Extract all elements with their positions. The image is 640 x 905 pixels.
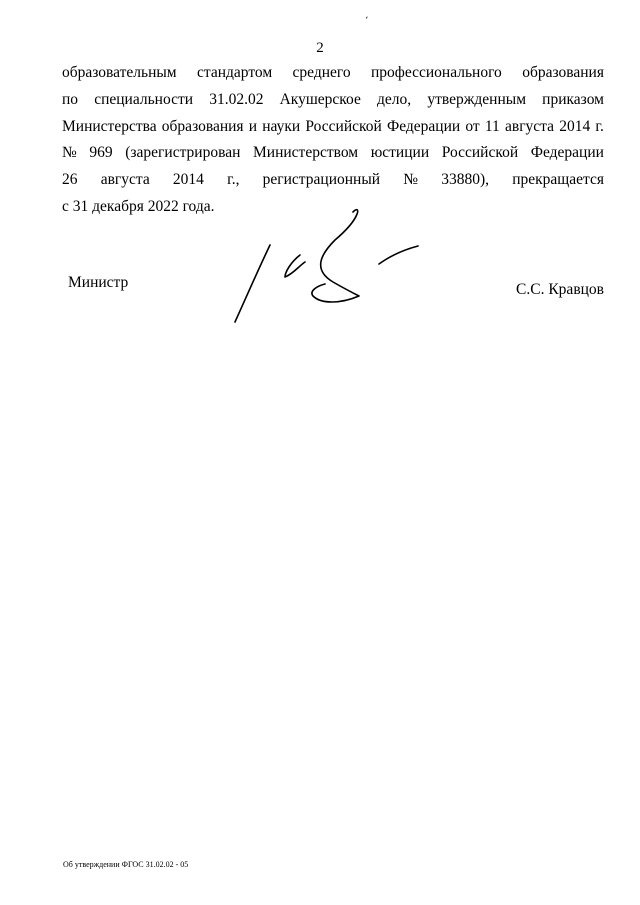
word: 11 [484,117,500,135]
page-number: 2 [316,40,324,56]
word: Акушерское [279,90,361,108]
word: образования [161,117,244,135]
word: августа [100,171,150,189]
signatory-name: С.С. Кравцов [516,281,604,298]
word: стандартом [197,64,273,81]
text-line-5 [62,167,604,194]
word: Российской [305,117,382,135]
word: среднего [292,64,351,81]
text-line-4 [62,140,604,167]
text-line-2 [62,87,604,114]
text-line-6: с 31 декабря 2022 года. [62,197,215,215]
word: от [465,117,480,135]
word: и [248,117,258,135]
word: утвержденным [427,90,526,108]
word: приказом [542,90,604,108]
text-line-3 [62,114,604,141]
word: образовательным [62,64,177,81]
word: 33880), [441,171,490,189]
word: г., [227,171,240,189]
word: образования [522,64,604,81]
word: профессионального [371,64,502,81]
word: № [62,144,77,162]
word: 2014 [559,117,591,135]
word: регистрационный [262,171,381,189]
word: г. [595,117,604,135]
word: 2014 [172,171,204,189]
word: № [403,171,419,189]
word: августа [505,117,555,135]
stray-mark: ˊ [363,13,373,29]
word: Российской [441,144,519,162]
word: 969 [89,144,113,162]
word: дело, [377,90,412,108]
word: юстиции [370,144,430,162]
word: 31.02.02 [209,90,264,108]
word: науки [262,117,301,135]
word: (зарегистрирован [125,144,241,162]
word: специальности [94,90,194,108]
footer-note: Об утверждении ФГОС 31.02.02 - 05 [63,860,189,869]
word: прекращается [512,171,604,189]
word: 26 [62,171,78,189]
word: Федерации [386,117,461,135]
text-line-1 [62,60,604,87]
word: Федерации [530,144,604,162]
signatory-title: Министр [68,274,129,291]
handwritten-signature [225,200,425,330]
word: по [62,90,79,108]
word: Министерством [253,144,359,162]
body-paragraph [62,60,604,221]
word: Министерства [62,117,157,135]
